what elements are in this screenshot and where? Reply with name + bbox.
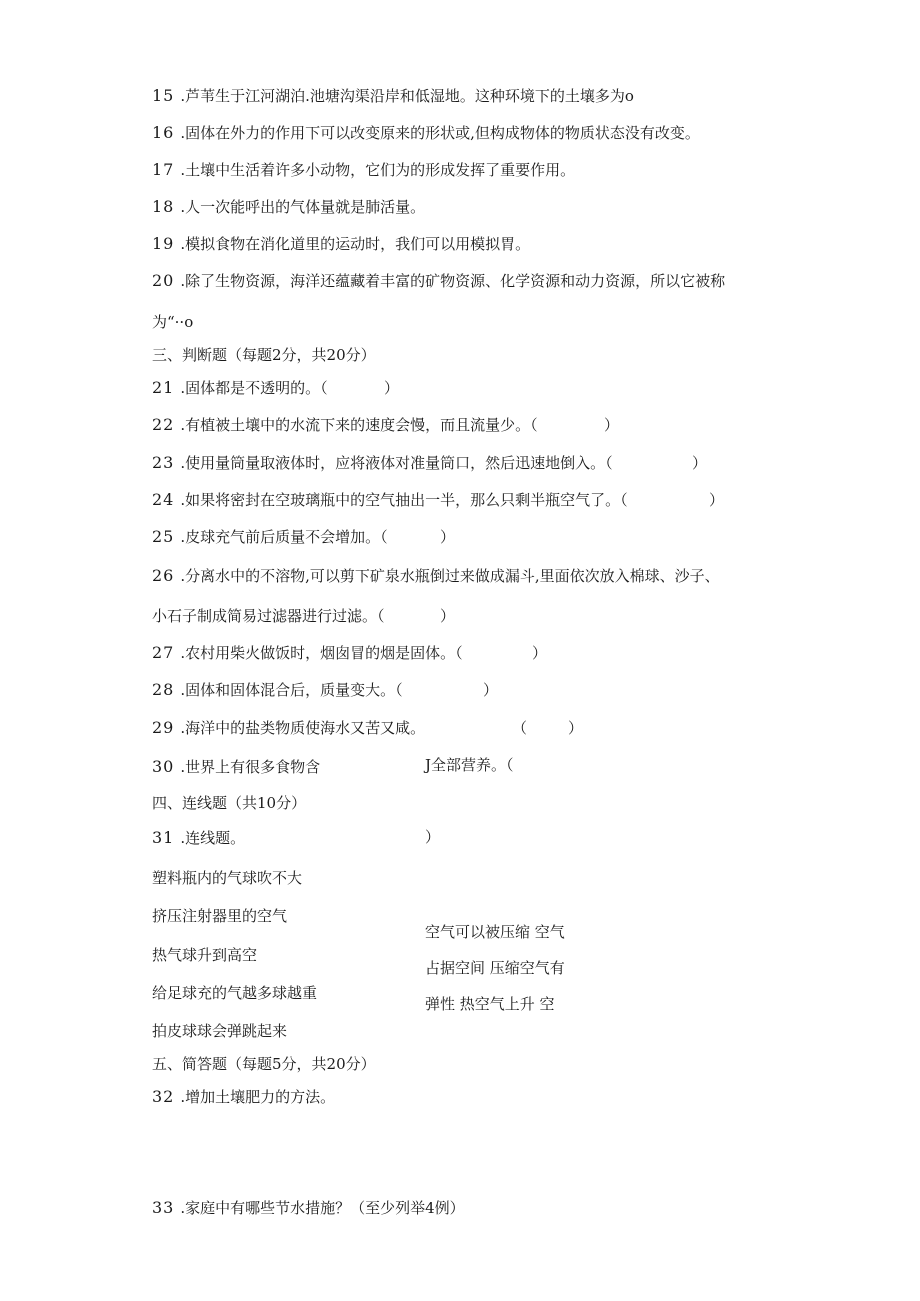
- match-left-item: 塑料瓶内的气球吹不大: [152, 869, 303, 887]
- question-text: .固体和固体混合后，质量变大。（: [180, 681, 403, 699]
- question-number: 20: [152, 271, 175, 290]
- question-21: [152, 378, 328, 398]
- question-29: [152, 718, 425, 738]
- answer-paren-close: ）: [425, 828, 441, 846]
- question-number: 23: [152, 453, 175, 472]
- question-20: [152, 271, 725, 291]
- question-25: [152, 527, 388, 547]
- question-26-continuation: 小石子制成简易过滤器进行过滤。（: [152, 607, 385, 625]
- question-number: 21: [152, 378, 175, 397]
- match-left-item: 挤压注射器里的空气: [152, 907, 288, 925]
- question-32: [152, 1087, 335, 1107]
- question-text: .模拟食物在消化道里的运动时，我们可以用模拟胃。: [180, 235, 531, 253]
- question-text: .芦苇生于江河湖泊.池塘沟渠沿岸和低湿地。这种环境下的土壤多为o: [180, 87, 634, 105]
- question-number: 19: [152, 234, 175, 253]
- match-left-item: 给足球充的气越多球越重: [152, 984, 318, 1002]
- question-15: [152, 86, 634, 106]
- question-24: [152, 490, 628, 510]
- answer-paren-close: ）: [709, 491, 725, 509]
- question-number: 32: [152, 1087, 175, 1106]
- question-20-continuation: 为“··o: [152, 313, 194, 331]
- question-16: [152, 123, 700, 143]
- question-text: .有植被土壤中的水流下来的速度会慢，而且流量少。（: [180, 416, 538, 434]
- question-number: 17: [152, 160, 175, 179]
- question-number: 24: [152, 490, 175, 509]
- answer-paren-close: ）: [384, 379, 400, 397]
- answer-paren-open: （: [512, 719, 528, 737]
- question-number: 30: [152, 757, 175, 776]
- question-23: [152, 453, 613, 473]
- section-heading-judge: 三、判断题（每题2分，共20分）: [152, 346, 376, 364]
- question-18: [152, 197, 425, 217]
- question-text: .固体在外力的作用下可以改变原来的形状或,但构成物体的物质状态没有改变。: [180, 124, 700, 142]
- question-27: [152, 643, 463, 663]
- question-number: 29: [152, 718, 175, 737]
- question-text: .固体都是不透明的。（: [180, 379, 328, 397]
- answer-paren-close: ）: [568, 719, 584, 737]
- question-text: .人一次能呼出的气体量就是肺活量。: [180, 198, 426, 216]
- question-text: .连线题。: [180, 829, 246, 847]
- question-text: .使用量筒量取液体时，应将液体对准量筒口，然后迅速地倒入。（: [180, 454, 613, 472]
- answer-paren-close: ）: [483, 681, 499, 699]
- question-number: 26: [152, 566, 175, 585]
- answer-paren-close: ）: [440, 528, 456, 546]
- question-text: .除了生物资源，海洋还蕴藏着丰富的矿物资源、化学资源和动力资源，所以它被称: [180, 272, 726, 290]
- question-30: [152, 757, 320, 777]
- question-number: 27: [152, 643, 175, 662]
- answer-paren-close: ）: [604, 416, 620, 434]
- section-heading-short-answer: 五、简答题（每题5分，共20分）: [152, 1055, 376, 1073]
- question-22: [152, 415, 538, 435]
- match-right-item: 空气可以被压缩 空气: [425, 923, 565, 941]
- question-text: .分离水中的不溶物,可以剪下矿泉水瓶倒过来做成漏斗,里面依次放入棉球、沙子、: [180, 567, 720, 585]
- question-text: .海洋中的盐类物质使海水又苦又咸。: [180, 719, 426, 737]
- question-text: .增加土壤肥力的方法。: [180, 1088, 336, 1106]
- match-right-item: 占据空间 压缩空气有: [425, 959, 565, 977]
- question-text: .皮球充气前后质量不会增加。（: [180, 528, 388, 546]
- question-number: 16: [152, 123, 175, 142]
- question-17: [152, 160, 575, 180]
- question-30-fragment: J全部营养。（: [425, 756, 514, 774]
- question-number: 28: [152, 680, 175, 699]
- question-text: .农村用柴火做饭时，烟囱冒的烟是固体。（: [180, 644, 463, 662]
- question-number: 18: [152, 197, 175, 216]
- question-number: 31: [152, 828, 175, 847]
- question-28: [152, 680, 403, 700]
- question-number: 15: [152, 86, 175, 105]
- question-33: [152, 1198, 465, 1218]
- answer-paren-close: ）: [532, 644, 548, 662]
- question-text: .如果将密封在空玻璃瓶中的空气抽出一半，那么只剩半瓶空气了。（: [180, 491, 628, 509]
- match-left-item: 热气球升到高空: [152, 946, 258, 964]
- question-number: 33: [152, 1198, 175, 1217]
- section-heading-match: 四、连线题（共10分）: [152, 794, 307, 812]
- match-right-item: 弹性 热空气上升 空: [425, 995, 555, 1013]
- question-text: .世界上有很多食物含: [180, 758, 321, 776]
- question-19: [152, 234, 530, 254]
- question-text: .土壤中生活着许多小动物，它们为的形成发挥了重要作用。: [180, 161, 576, 179]
- question-26: [152, 566, 720, 586]
- question-number: 22: [152, 415, 175, 434]
- question-31: [152, 828, 245, 848]
- match-left-item: 拍皮球球会弹跳起来: [152, 1022, 288, 1040]
- answer-paren-close: ）: [692, 454, 708, 472]
- question-text: .家庭中有哪些节水措施？（至少列举4例）: [180, 1199, 465, 1217]
- question-number: 25: [152, 527, 175, 546]
- answer-paren-close: ）: [440, 607, 456, 625]
